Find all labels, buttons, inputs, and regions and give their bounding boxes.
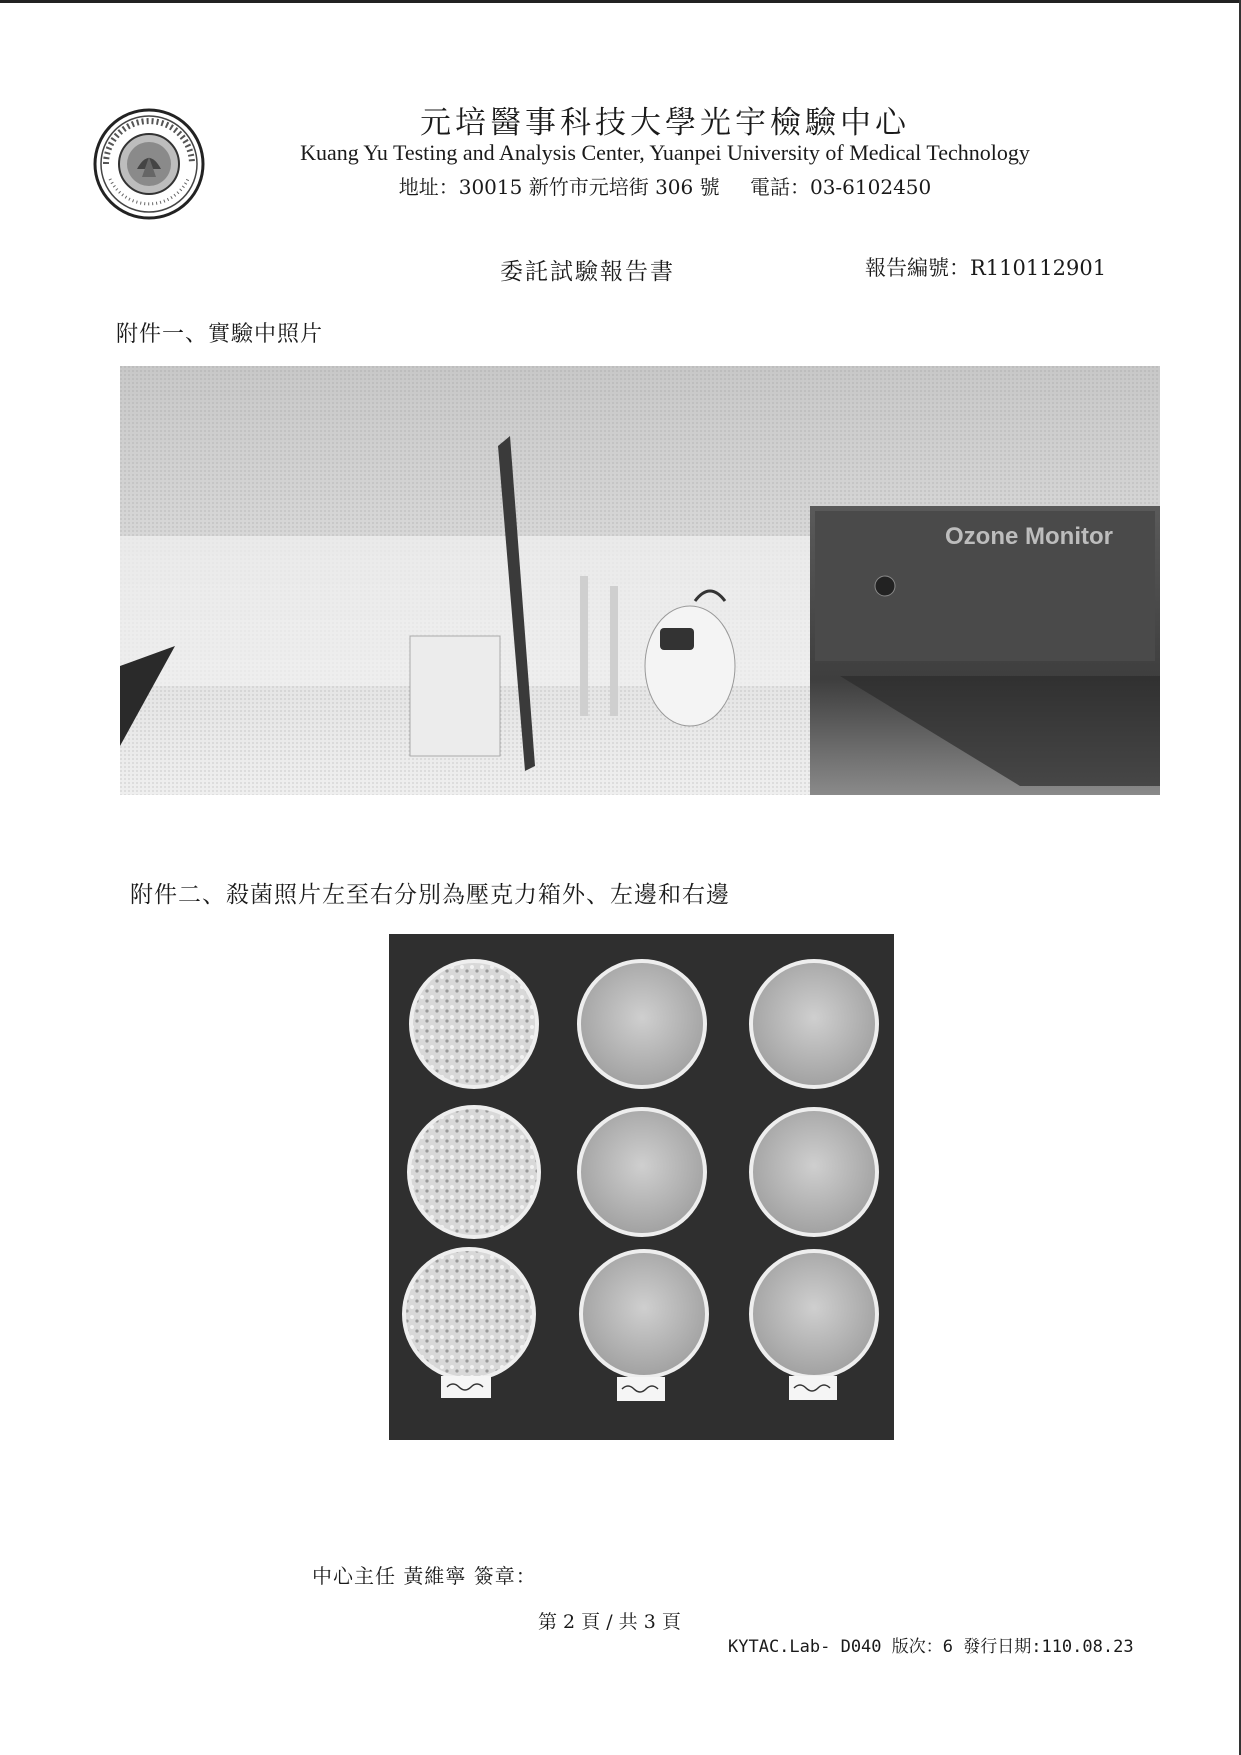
form-code: KYTAC.Lab- D040 版次：6 發行日期:110.08.23 [728,1637,1134,1657]
lab-experiment-photo [120,366,1160,795]
phone: 電話：03-6102450 [749,175,932,199]
university-seal-icon [92,107,206,221]
attachment-1-caption: 附件一、實驗中照片 [116,322,324,347]
attachment-2-caption: 附件二、殺菌照片左至右分別為壓克力箱外、左邊和右邊 [130,882,730,908]
center-name-en: Kuang Yu Testing and Analysis Center, Yuanpei University of Medical Technology [300,140,1030,165]
page-border-top [0,0,1241,3]
page-number: 第 2 頁 / 共 3 頁 [538,1611,681,1633]
monitor-label: Ozone Monitor [945,523,1113,550]
petri-dish-photo [389,934,894,1440]
address: 地址：30015 新竹市元培街 306 號 [398,175,720,199]
address-line [250,171,1080,200]
report-number: 報告編號：R110112901 [865,256,1107,280]
director-signature-line: 中心主任 黃維寧 簽章： [312,1564,537,1588]
report-title: 委託試驗報告書 [500,259,675,285]
center-name-zh: 元培醫事科技大學光宇檢驗中心 [420,105,910,141]
